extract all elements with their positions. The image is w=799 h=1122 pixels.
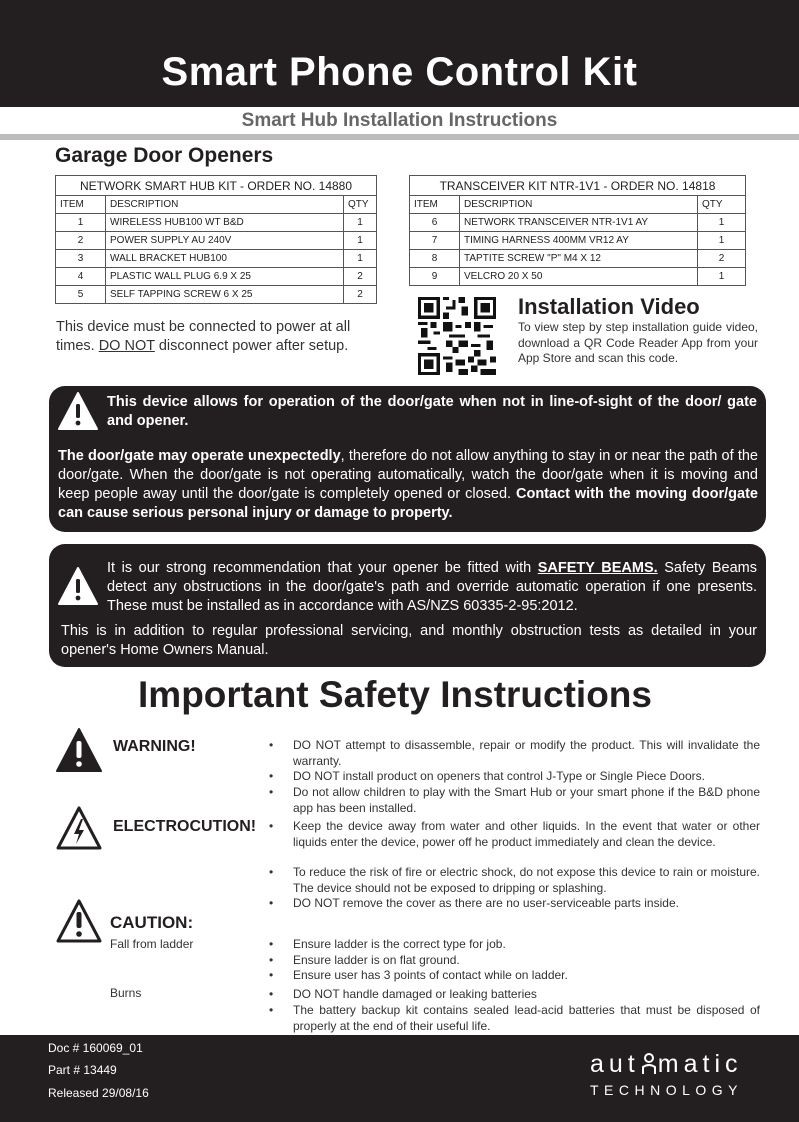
table-cell: WALL BRACKET HUB100 [106, 250, 344, 268]
table-cell: TIMING HARNESS 400MM VR12 AY [460, 232, 698, 250]
table-cell: WIRELESS HUB100 WT B&D [106, 214, 344, 232]
table-cell: 1 [344, 232, 377, 250]
warning-label: WARNING! [113, 738, 196, 755]
header-banner [0, 0, 799, 107]
table-cell: 2 [344, 286, 377, 304]
emphasis-text: Contact with the moving door/gate can cause serious personal injury or damage to property. [58, 486, 758, 521]
footer [0, 1035, 799, 1122]
table-cell: 1 [698, 268, 746, 286]
safety-title: Important Safety Instructions [138, 674, 652, 715]
column-header: QTY [344, 196, 377, 214]
brand-logo [590, 1050, 743, 1079]
caution-icon [55, 898, 103, 944]
power-note [56, 318, 386, 356]
bullet-icon: • [269, 769, 274, 783]
body-text: It is our strong recommendation that your opener be fitted with [107, 560, 538, 576]
column-header: ITEM [410, 196, 460, 214]
column-header: QTY [698, 196, 746, 214]
table-cell: 3 [56, 250, 106, 268]
section-title: Garage Door Openers [55, 144, 274, 167]
operation-warning-box [49, 386, 766, 532]
brand-subtitle: TECHNOLOGY [590, 1082, 744, 1098]
table-cell: SELF TAPPING SCREW 6 X 25 [106, 286, 344, 304]
part-number: Part # 13449 [48, 1063, 117, 1077]
fall-from-ladder-label: Fall from ladder [110, 937, 194, 951]
table-row [56, 214, 377, 232]
list-item: To reduce the risk of fire or electric shock, do not expose this device to rain or moisture. The device should not be exposed to dripping or splashing. [293, 865, 760, 895]
table-cell: NETWORK TRANSCEIVER NTR-1V1 AY [460, 214, 698, 232]
table-header-row [56, 196, 377, 214]
table-cell: POWER SUPPLY AU 240V [106, 232, 344, 250]
operation-warning-lead: This device allows for operation of the door/gate when not in line-of-sight of the door/ gate and opener. [107, 394, 757, 429]
electrocution-icon [55, 805, 103, 851]
table-row [410, 232, 746, 250]
safety-beams-lead [107, 559, 757, 616]
safety-beams-box [49, 544, 766, 667]
table-cell: 1 [698, 232, 746, 250]
body-text: , therefore do not allow anything to stay in or near the path of the door/gate. When the door/gate is not operating automatically, watch the door/gate when it is moving and keep people away until the door/gate is completely opened or closed. [58, 448, 758, 502]
table-row [56, 232, 377, 250]
safety-beams-emphasis: SAFETY BEAMS. [537, 560, 658, 576]
page-title: Smart Phone Control Kit [161, 50, 638, 94]
table-cell: 4 [56, 268, 106, 286]
table-row [56, 268, 377, 286]
table-cell: TAPTITE SCREW "P" M4 X 12 [460, 250, 698, 268]
table-title: NETWORK SMART HUB KIT - ORDER NO. 14880 [56, 176, 377, 196]
power-note-text: disconnect power after setup. [154, 338, 349, 354]
column-header: DESCRIPTION [460, 196, 698, 214]
bullet-icon: • [269, 785, 274, 799]
bullet-icon: • [269, 819, 274, 833]
table-title: TRANSCEIVER KIT NTR-1V1 - ORDER NO. 14818 [410, 176, 746, 196]
power-note-text: This device must be connected to power at all times. [56, 319, 351, 354]
table-cell: 1 [344, 214, 377, 232]
brand-text: matic [657, 1050, 743, 1078]
operation-warning-body [58, 447, 758, 523]
power-note-emphasis: DO NOT [98, 338, 155, 354]
table-cell: 1 [56, 214, 106, 232]
table-row [410, 250, 746, 268]
body-text: Safety Beams detect any obstructions in the door/gate's path and override automatic operation if one presents. These must be installed as in accordance with AS/NZS 60335-2-95:2012. [107, 560, 757, 614]
table-cell: 2 [344, 268, 377, 286]
list-item: Do not allow children to play with the Smart Hub or your smart phone if the B&D phone app has been installed. [293, 785, 760, 815]
list-item: DO NOT attempt to disassemble, repair or modify the product. This will invalidate the warranty. [293, 738, 760, 768]
table-cell: 2 [56, 232, 106, 250]
warning-triangle-icon [57, 566, 99, 606]
list-item: The battery backup kit contains sealed lead-acid batteries that must be disposed of properly at the end of their useful life. [293, 1003, 760, 1033]
doc-number: Doc # 160069_01 [48, 1041, 143, 1055]
list-item: Ensure user has 3 points of contact while on ladder. [293, 968, 568, 982]
warning-icon [55, 727, 103, 773]
bullet-icon: • [269, 738, 274, 752]
burns-label: Burns [110, 986, 142, 1000]
table-header-row [410, 196, 746, 214]
qr-code-icon[interactable] [417, 297, 497, 375]
list-item: Ensure ladder is on flat ground. [293, 953, 460, 967]
table-cell: 1 [698, 214, 746, 232]
table-row [410, 268, 746, 286]
table-cell: 6 [410, 214, 460, 232]
warning-triangle-icon [57, 391, 99, 431]
page-subtitle: Smart Hub Installation Instructions [241, 110, 558, 131]
column-header: ITEM [56, 196, 106, 214]
bullet-icon: • [269, 987, 274, 1001]
table-cell: 9 [410, 268, 460, 286]
installation-video-text: To view step by step installation guide video, download a QR Code Reader App from your App Store and scan this code. [518, 320, 758, 365]
table-cell: 1 [344, 250, 377, 268]
table-row [56, 286, 377, 304]
electrocution-label: ELECTROCUTION! [113, 818, 257, 835]
safety-beams-body: This is in addition to regular professional servicing, and monthly obstruction tests as detailed in your opener's Home Owners Manual. [61, 623, 757, 658]
table-cell: 7 [410, 232, 460, 250]
subtitle-divider [0, 134, 799, 140]
table-cell: 5 [56, 286, 106, 304]
column-header: DESCRIPTION [106, 196, 344, 214]
installation-video-title: Installation Video [518, 294, 700, 319]
brand-text: aut [590, 1050, 640, 1078]
table-row [410, 214, 746, 232]
list-item: DO NOT remove the cover as there are no user-serviceable parts inside. [293, 896, 679, 910]
emphasis-text: The door/gate may operate unexpectedly [58, 448, 341, 464]
table-cell: PLASTIC WALL PLUG 6.9 X 25 [106, 268, 344, 286]
release-date: Released 29/08/16 [48, 1086, 149, 1100]
bullet-icon: • [269, 937, 274, 951]
list-item: DO NOT install product on openers that control J-Type or Single Piece Doors. [293, 769, 705, 783]
list-item: Ensure ladder is the correct type for job. [293, 937, 506, 951]
brand-o-icon [640, 1050, 658, 1075]
table-cell: 2 [698, 250, 746, 268]
smart-hub-kit-table [55, 175, 377, 304]
bullet-icon: • [269, 968, 274, 982]
bullet-icon: • [269, 896, 274, 910]
list-item: Keep the device away from water and other liquids. In the event that water or other liquids enter the device, power off he product immediately and clean the device. [293, 819, 760, 849]
bullet-icon: • [269, 865, 274, 879]
table-row [56, 250, 377, 268]
bullet-icon: • [269, 953, 274, 967]
transceiver-kit-table [409, 175, 746, 286]
caution-label: CAUTION: [110, 913, 194, 932]
list-item: DO NOT handle damaged or leaking batteries [293, 987, 537, 1001]
table-cell: 8 [410, 250, 460, 268]
table-cell: VELCRO 20 X 50 [460, 268, 698, 286]
bullet-icon: • [269, 1003, 274, 1017]
